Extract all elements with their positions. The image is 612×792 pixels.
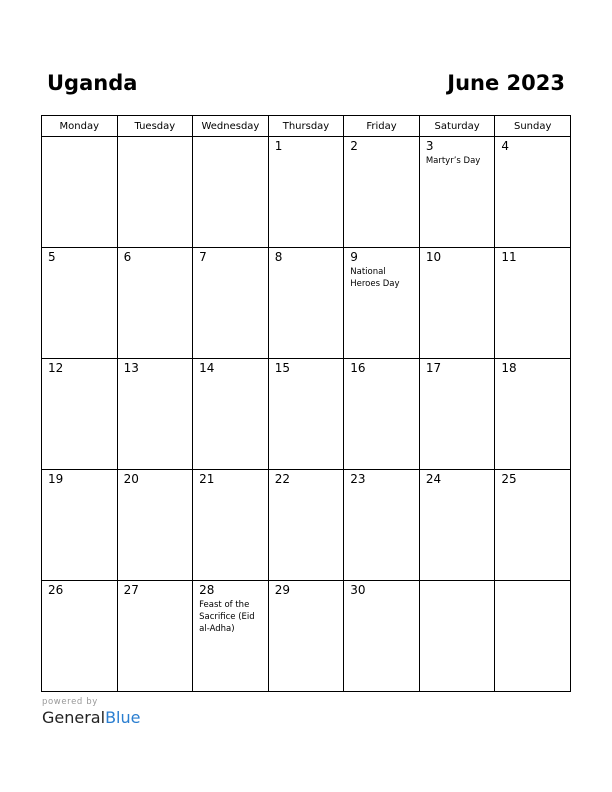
calendar-day-cell	[495, 359, 571, 470]
weekday-header: Thursday	[268, 116, 344, 137]
calendar-day-cell	[42, 581, 118, 692]
holiday-label: Martyr’s Day	[425, 156, 481, 166]
calendar-day-cell	[419, 359, 495, 470]
day-number: 4	[501, 139, 510, 153]
calendar-day-cell	[419, 137, 495, 248]
weekday-header: Monday	[42, 116, 118, 137]
calendar-day-cell	[193, 581, 269, 692]
calendar-day-cell	[42, 359, 118, 470]
day-number: 13	[123, 361, 139, 375]
calendar-day-cell	[193, 248, 269, 359]
day-number: 21	[199, 472, 215, 486]
day-number: 20	[123, 472, 139, 486]
powered-by-label: powered by	[42, 697, 98, 707]
calendar-day-cell	[117, 137, 193, 248]
day-number: 8	[274, 250, 283, 264]
holiday-label	[118, 486, 193, 488]
holiday-label	[193, 375, 268, 377]
calendar-day-cell	[344, 359, 420, 470]
holiday-label: Feast of the Sacrifice (Eid al-Adha)	[199, 600, 255, 634]
calendar-day-cell	[193, 470, 269, 581]
day-number: 16	[350, 361, 366, 375]
calendar-day-cell	[42, 248, 118, 359]
holiday-label	[118, 597, 193, 599]
holiday-label	[193, 486, 268, 488]
holiday-label	[118, 375, 193, 377]
calendar-day-cell	[344, 248, 420, 359]
calendar-day-cell	[117, 470, 193, 581]
calendar-body	[42, 137, 571, 692]
holiday-label	[193, 140, 268, 142]
calendar-day-cell	[268, 359, 344, 470]
holiday-label	[269, 375, 344, 377]
day-number: 6	[123, 250, 132, 264]
calendar-grid	[41, 115, 571, 692]
day-number: 11	[501, 250, 517, 264]
calendar-day-cell	[193, 359, 269, 470]
day-number: 26	[48, 583, 64, 597]
holiday-label	[42, 597, 117, 599]
calendar-day-cell	[495, 137, 571, 248]
day-number: 9	[350, 250, 358, 264]
holiday-label	[42, 486, 117, 488]
day-number: 1	[274, 139, 283, 153]
holiday-label	[269, 486, 344, 488]
calendar-day-cell	[268, 581, 344, 692]
day-number: 10	[425, 250, 442, 264]
holiday-label	[269, 264, 344, 266]
calendar-day-cell	[268, 470, 344, 581]
calendar-day-cell	[117, 581, 193, 692]
day-number: 19	[48, 472, 64, 486]
holiday-label	[42, 264, 117, 266]
holiday-label: National Heroes Day	[350, 267, 400, 289]
day-number: 23	[350, 472, 366, 486]
holiday-label	[495, 584, 570, 586]
holiday-label	[420, 375, 495, 377]
calendar-day-cell	[495, 581, 571, 692]
holiday-label	[269, 597, 344, 599]
day-number: 29	[274, 583, 290, 597]
holiday-label	[420, 486, 495, 488]
holiday-label	[495, 264, 570, 266]
calendar-day-cell	[42, 137, 118, 248]
holiday-label	[420, 584, 495, 586]
holiday-label	[420, 264, 495, 266]
calendar-day-cell	[344, 581, 420, 692]
calendar-day-cell	[117, 359, 193, 470]
calendar-day-cell	[117, 248, 193, 359]
calendar-week-row	[42, 248, 571, 359]
calendar-day-cell	[419, 470, 495, 581]
calendar-day-cell	[268, 137, 344, 248]
calendar-week-row	[42, 359, 571, 470]
weekday-header: Sunday	[495, 116, 571, 137]
day-number: 14	[199, 361, 215, 375]
holiday-label	[495, 486, 570, 488]
calendar-day-cell	[193, 137, 269, 248]
holiday-label	[344, 153, 419, 155]
calendar-day-cell	[42, 470, 118, 581]
calendar-day-cell	[495, 248, 571, 359]
calendar-week-row	[42, 581, 571, 692]
day-number: 25	[501, 472, 517, 486]
calendar-day-cell	[344, 470, 420, 581]
holiday-label	[495, 153, 570, 155]
holiday-label	[344, 597, 419, 599]
brand-general-text: General	[42, 708, 106, 727]
holiday-label	[495, 375, 570, 377]
day-number: 27	[123, 583, 139, 597]
calendar-day-cell	[344, 137, 420, 248]
day-number: 24	[425, 472, 442, 486]
weekday-header: Tuesday	[117, 116, 193, 137]
weekday-header: Friday	[344, 116, 420, 137]
calendar-week-row	[42, 470, 571, 581]
day-number: 5	[48, 250, 56, 264]
day-number: 2	[350, 139, 358, 153]
calendar-week-row	[42, 137, 571, 248]
footer-branding	[42, 697, 140, 728]
day-number: 15	[274, 361, 290, 375]
calendar-country-title: Uganda	[47, 71, 138, 95]
day-number: 17	[425, 361, 442, 375]
day-number: 7	[199, 250, 207, 264]
day-number: 12	[48, 361, 64, 375]
day-number: 3	[425, 139, 434, 153]
calendar-day-cell	[419, 581, 495, 692]
holiday-label	[42, 140, 117, 142]
calendar-day-cell	[495, 470, 571, 581]
weekday-header: Wednesday	[193, 116, 269, 137]
calendar-day-cell	[268, 248, 344, 359]
generalblue-logo[interactable]	[42, 708, 140, 728]
weekday-header: Saturday	[419, 116, 495, 137]
holiday-label	[118, 264, 193, 266]
holiday-label	[269, 153, 344, 155]
brand-blue-text: Blue	[105, 708, 141, 727]
holiday-label	[118, 140, 193, 142]
day-number: 30	[350, 583, 366, 597]
holiday-label	[193, 264, 268, 266]
holiday-label	[344, 375, 419, 377]
day-number: 18	[501, 361, 517, 375]
holiday-label	[42, 375, 117, 377]
day-number: 28	[199, 583, 215, 597]
calendar-day-cell	[419, 248, 495, 359]
holiday-label	[344, 486, 419, 488]
calendar-month-title: June 2023	[447, 71, 565, 95]
day-number: 22	[274, 472, 290, 486]
weekday-header-row	[42, 116, 571, 137]
